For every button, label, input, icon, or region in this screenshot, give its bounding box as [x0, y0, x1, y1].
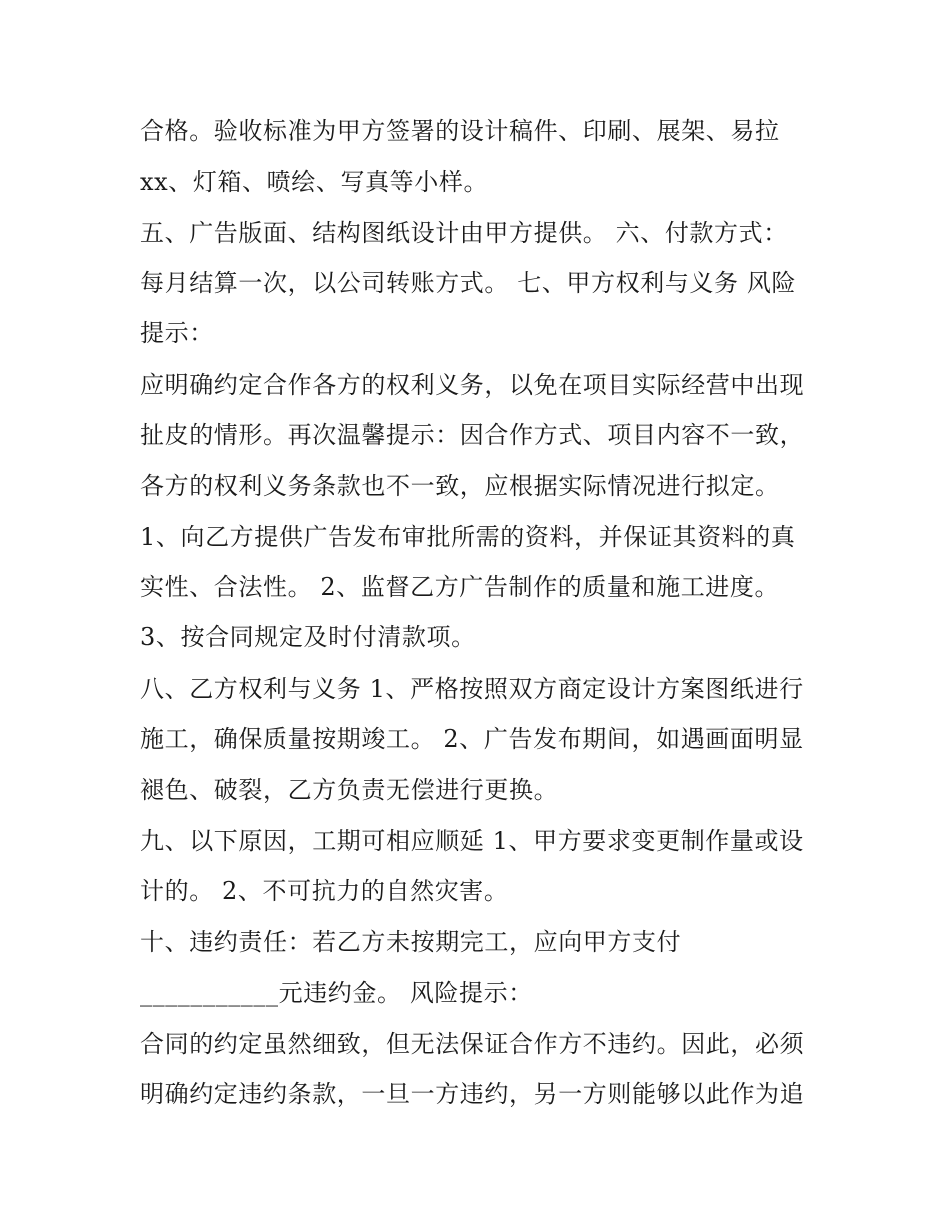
text-line: 五、广告版面、结构图纸设计由甲方提供。 六、付款方式：	[140, 219, 788, 247]
text-line: 施工，确保质量按期竣工。 2、广告发布期间，如遇画面明显	[140, 725, 804, 753]
text-line: 合格。验收标准为甲方签署的设计稿件、印刷、展架、易拉	[140, 117, 780, 145]
text-line: 八、乙方权利与义务 1、严格按照双方商定设计方案图纸进行	[140, 675, 804, 703]
text-line: 各方的权利义务条款也不一致，应根据实际情况进行拟定。	[140, 472, 780, 500]
text-line: 扯皮的情形。再次温馨提示：因合作方式、项目内容不一致，	[140, 421, 805, 449]
text-line: 3、按合同规定及时付清款项。	[140, 623, 476, 651]
text-line: 1、向乙方提供广告发布审批所需的资料，并保证其资料的真	[140, 523, 796, 551]
text-line: ___________元违约金。 风险提示：	[140, 979, 533, 1007]
text-line: 提示：	[140, 319, 214, 347]
text-line: 计的。 2、不可抗力的自然灾害。	[140, 877, 509, 905]
text-line: 十、违约责任：若乙方未按期完工，应向甲方支付	[140, 928, 682, 956]
text-line: 合同的约定虽然细致，但无法保证合作方不违约。因此，必须	[140, 1030, 805, 1058]
text-line: xx、灯箱、喷绘、写真等小样。	[140, 168, 489, 196]
text-line: 褪色、破裂，乙方负责无偿进行更换。	[140, 776, 559, 804]
text-line: 明确约定违约条款，一旦一方违约，另一方则能够以此作为追	[140, 1080, 805, 1108]
text-line: 九、以下原因，工期可相应顺延 1、甲方要求变更制作量或设	[140, 827, 804, 855]
text-line: 应明确约定合作各方的权利义务，以免在项目实际经营中出现	[140, 371, 805, 399]
text-line: 每月结算一次，以公司转账方式。 七、甲方权利与义务 风险	[140, 269, 797, 297]
text-line: 实性、合法性。 2、监督乙方广告制作的质量和施工进度。	[140, 573, 780, 601]
